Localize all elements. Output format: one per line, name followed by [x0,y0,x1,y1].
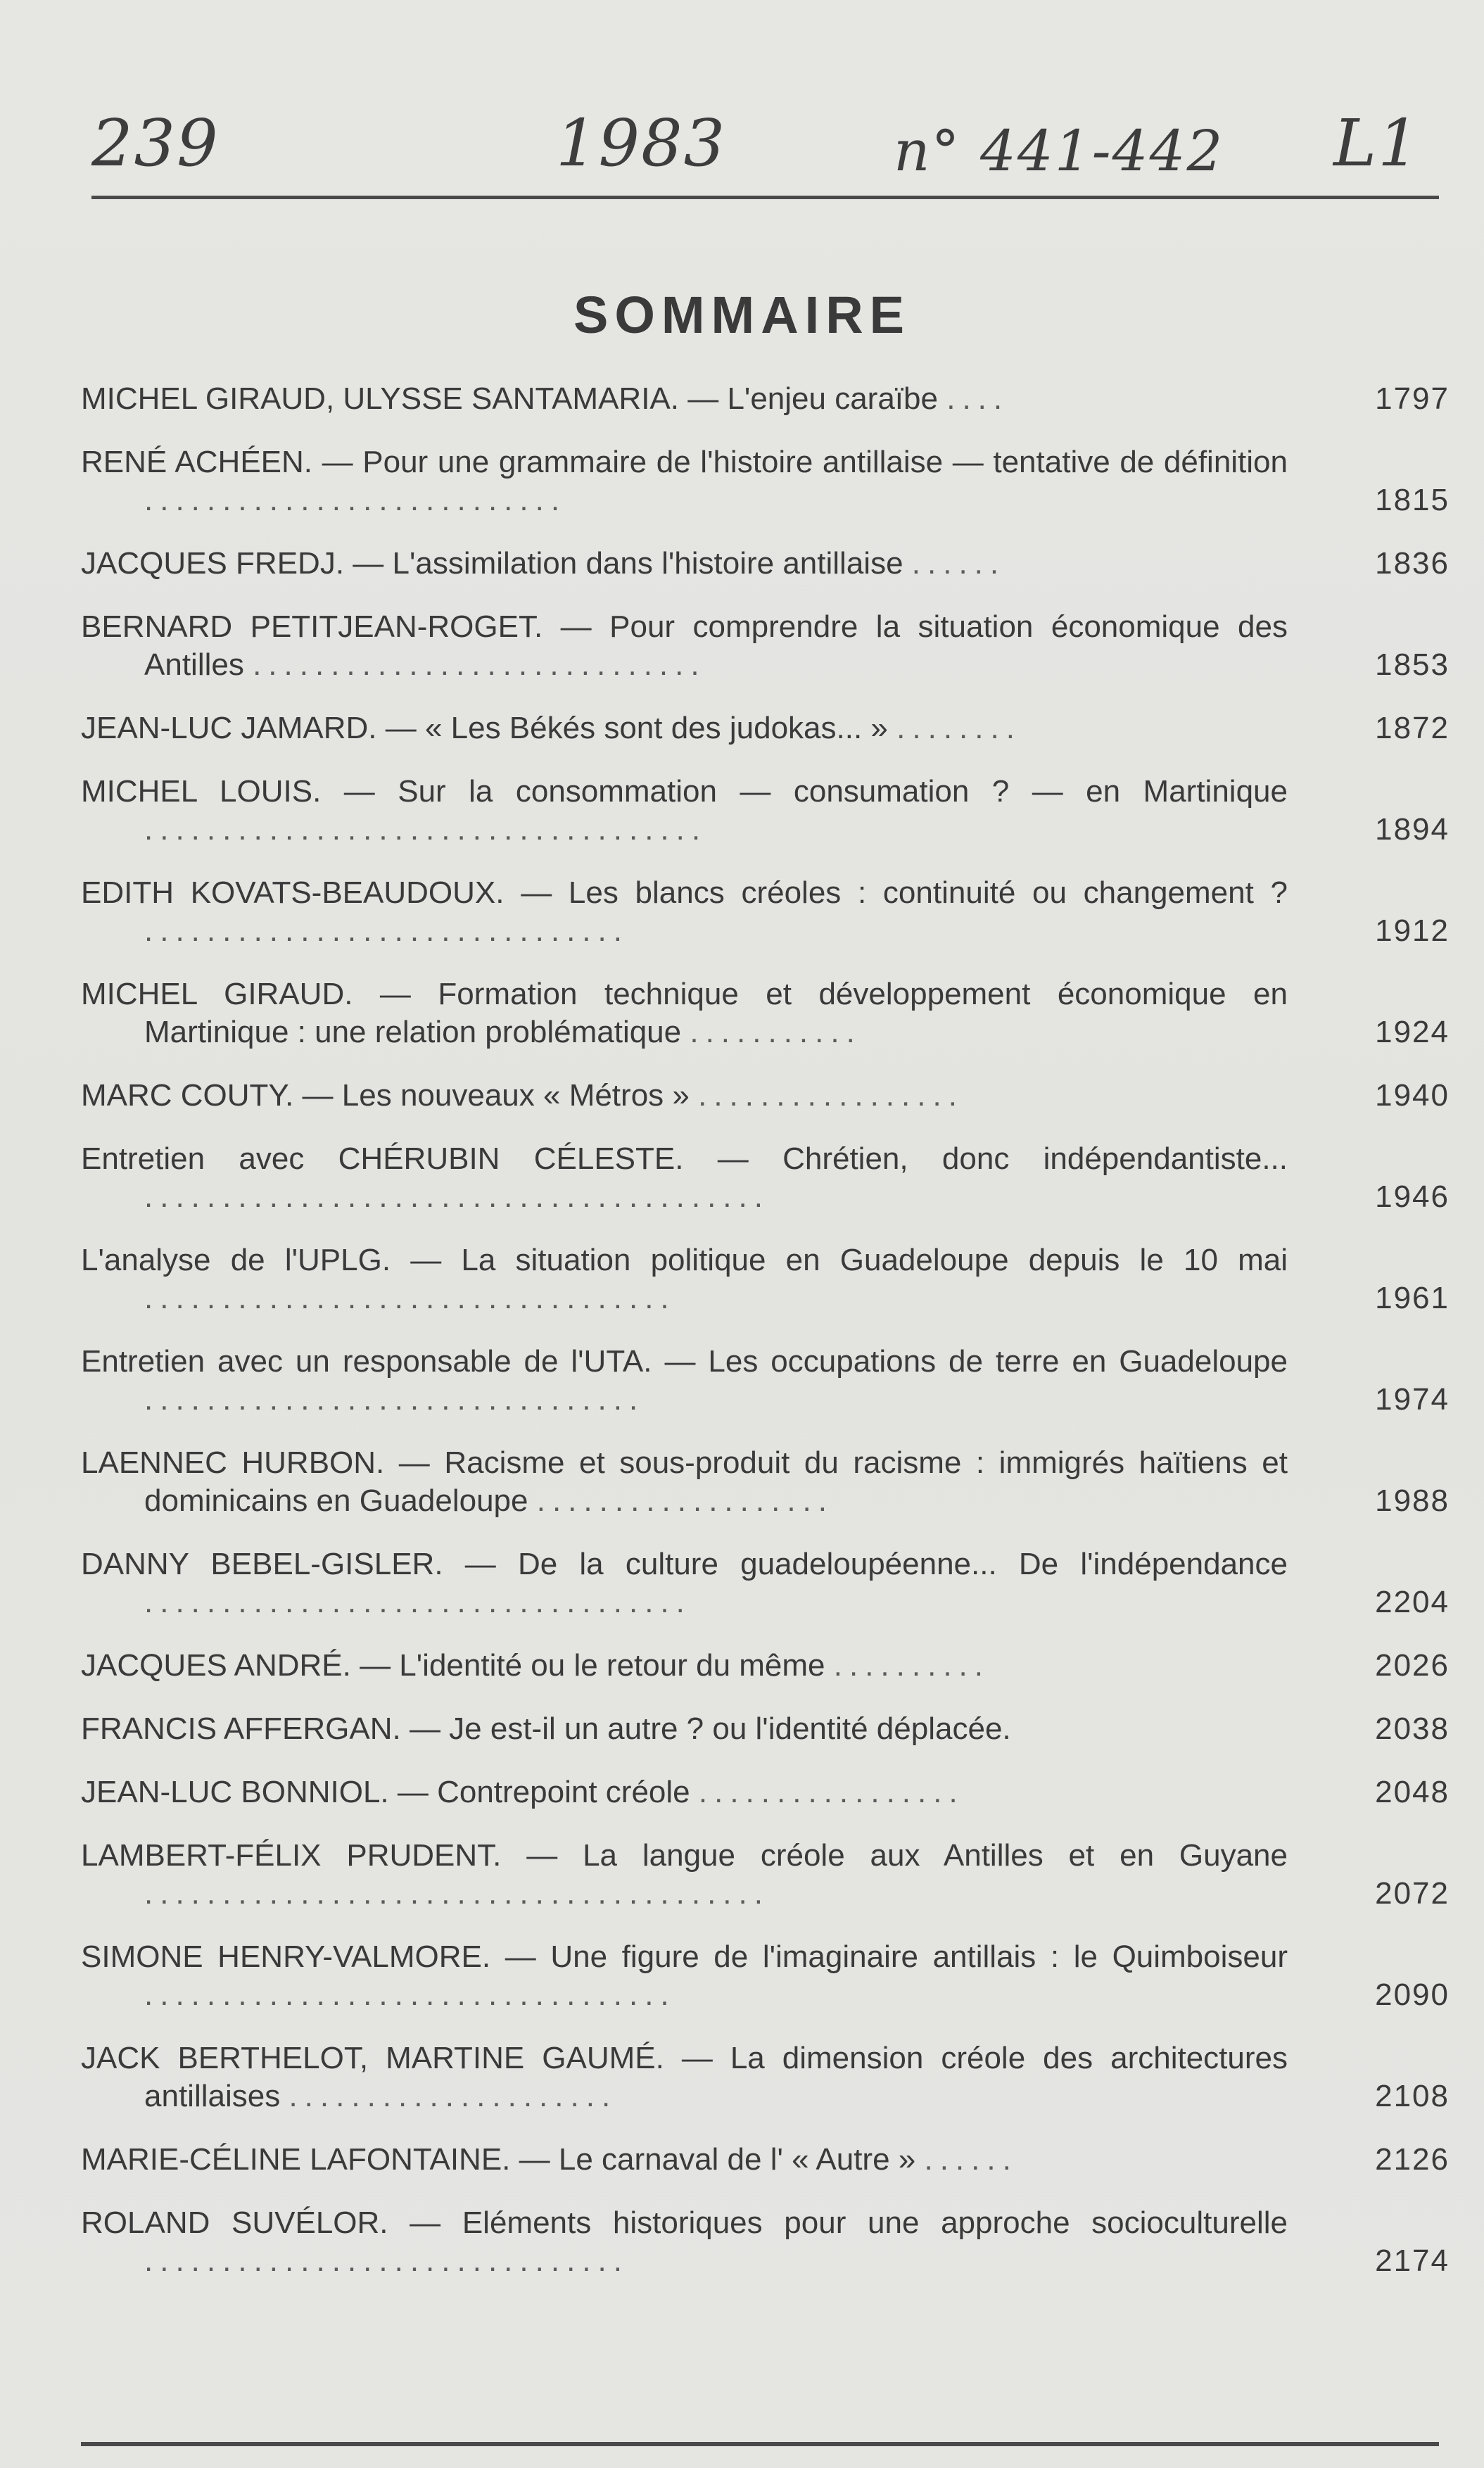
table-of-contents [81,380,1450,2305]
dot-leader: ...... [924,2142,1018,2177]
toc-entry-page: 1815 [1375,483,1450,517]
dot-leader: ........................................ [144,1876,770,1911]
toc-entry-text: BERNARD PETITJEAN-ROGET. — Pour comprendre la situation économique des Antilles [81,609,1288,682]
toc-entry [81,773,1450,849]
toc-entry [81,2039,1450,2115]
toc-entry-page: 1836 [1375,546,1450,581]
handwritten-page-ref: 239 [91,106,220,181]
toc-entry-text: EDITH KOVATS-BEAUDOUX. — Les blancs créoles : continuité ou changement ? [81,875,1288,910]
handwritten-shelf-mark: L1 [1333,106,1421,181]
dot-leader: .......... [833,1648,990,1683]
dot-leader: ........................................ [144,1179,770,1214]
toc-entry [81,443,1450,519]
toc-entry-page: 2038 [1375,1711,1450,1746]
dot-leader: .................................. [144,1281,676,1315]
dot-leader: ........ [896,711,1022,745]
toc-entry [81,1837,1450,1913]
toc-entry-text: MARC COUTY. — Les nouveaux « Métros » [81,1078,690,1113]
toc-entry-page: 1988 [1375,1483,1450,1518]
toc-entry-page: 2072 [1375,1876,1450,1911]
toc-entry-page: 1894 [1375,812,1450,847]
toc-entry [81,2204,1450,2280]
toc-entry-page: 2108 [1375,2079,1450,2113]
dot-leader: ................................... [144,1585,692,1619]
toc-entry-text: MARIE-CÉLINE LAFONTAINE. — Le carnaval de l' « Autre » [81,2142,916,2177]
toc-entry-page: 2090 [1375,1977,1450,2012]
toc-entry-text: RENÉ ACHÉEN. — Pour une grammaire de l'histoire antillaise — tentative de définition [81,445,1288,479]
toc-entry-text: MICHEL LOUIS. — Sur la consommation — consumation ? — en Martinique [81,774,1288,809]
toc-entry-text: JEAN-LUC BONNIOL. — Contrepoint créole [81,1775,690,1809]
bottom-divider [81,2442,1439,2446]
toc-entry [81,975,1450,1051]
toc-entry-text: LAMBERT-FÉLIX PRUDENT. — La langue créole aux Antilles et en Guyane [81,1838,1288,1873]
toc-entry [81,1773,1450,1811]
toc-entry-page: 2174 [1375,2244,1450,2278]
dot-leader: ................. [698,1078,964,1113]
toc-entry [81,1077,1450,1115]
toc-entry [81,608,1450,684]
dot-leader: .... [946,381,1010,416]
handwritten-year: 1983 [556,106,727,181]
toc-entry-text: JACQUES ANDRÉ. — L'identité ou le retour du même [81,1648,825,1683]
toc-entry-page: 1961 [1375,1281,1450,1315]
toc-entry [81,1647,1450,1685]
toc-entry [81,545,1450,583]
toc-entry-text: JACK BERTHELOT, MARTINE GAUMÉ. — La dimension créole des architectures antillaises [81,2041,1288,2113]
toc-entry-text: LAENNEC HURBON. — Racisme et sous-produit du racisme : immigrés haïtiens et dominicains en Guadeloupe [81,1445,1288,1518]
dot-leader: ............................... [144,913,629,948]
toc-entry-text: MICHEL GIRAUD. — Formation technique et développement économique en Martinique : une relation problématique [81,977,1288,1049]
dot-leader: ................. [698,1775,965,1809]
dot-leader: ................... [536,1483,835,1518]
page-title: SOMMAIRE [573,286,911,344]
toc-entry-text: ROLAND SUVÉLOR. — Eléments historiques pour une approche socioculturelle [81,2206,1288,2240]
dot-leader: ............................... [144,2244,629,2278]
handwritten-issue-numbers: n° 441-442 [894,118,1224,184]
toc-entry [81,1545,1450,1621]
toc-entry [81,1444,1450,1520]
toc-entry-text: MICHEL GIRAUD, ULYSSE SANTAMARIA. — L'enjeu caraïbe [81,381,938,416]
toc-entry-page: 1797 [1375,381,1450,416]
dot-leader: ................................ [144,1382,645,1417]
toc-entry-page: 2204 [1375,1585,1450,1619]
toc-entry [81,1343,1450,1419]
toc-entry [81,1140,1450,1216]
dot-leader: ........... [690,1015,862,1049]
toc-entry-page: 1974 [1375,1382,1450,1417]
dot-leader: ............................. [253,647,706,682]
toc-entry [81,874,1450,950]
toc-entry-text: Entretien avec un responsable de l'UTA. — Les occupations de terre en Guadeloupe [81,1344,1288,1379]
dot-leader: .................................... [144,812,708,847]
toc-entry-text: JEAN-LUC JAMARD. — « Les Békés sont des judokas... » [81,711,888,745]
toc-entry-text: Entretien avec CHÉRUBIN CÉLESTE. — Chrétien, donc indépendantiste... [81,1141,1288,1176]
toc-entry-text: JACQUES FREDJ. — L'assimilation dans l'histoire antillaise [81,546,903,581]
toc-entry-page: 2026 [1375,1648,1450,1683]
toc-entry-page: 1912 [1375,913,1450,948]
toc-entry [81,2141,1450,2179]
toc-entry-text: DANNY BEBEL-GISLER. — De la culture guadeloupéenne... De l'indépendance [81,1547,1288,1581]
toc-entry-page: 2048 [1375,1775,1450,1809]
toc-entry [81,1241,1450,1317]
toc-entry-text: L'analyse de l'UPLG. — La situation politique en Guadeloupe depuis le 10 mai [81,1243,1288,1277]
toc-entry [81,1710,1450,1748]
toc-entry [81,380,1450,418]
toc-entry-page: 1872 [1375,711,1450,745]
toc-entry-text: SIMONE HENRY-VALMORE. — Une figure de l'imaginaire antillais : le Quimboiseur [81,1939,1288,1974]
toc-entry-text: FRANCIS AFFERGAN. — Je est-il un autre ? ou l'identité déplacée. [81,1711,1011,1746]
dot-leader: .................................. [144,1977,676,2012]
dot-leader: ...... [911,546,1006,581]
toc-entry-page: 1940 [1375,1078,1450,1113]
dot-leader: ........................... [144,483,567,517]
top-divider [91,196,1439,199]
toc-entry-page: 1946 [1375,1179,1450,1214]
dot-leader: ..................... [288,2079,618,2113]
toc-entry [81,1938,1450,2014]
toc-entry [81,709,1450,747]
toc-entry-page: 2126 [1375,2142,1450,2177]
toc-entry-page: 1924 [1375,1015,1450,1049]
toc-entry-page: 1853 [1375,647,1450,682]
